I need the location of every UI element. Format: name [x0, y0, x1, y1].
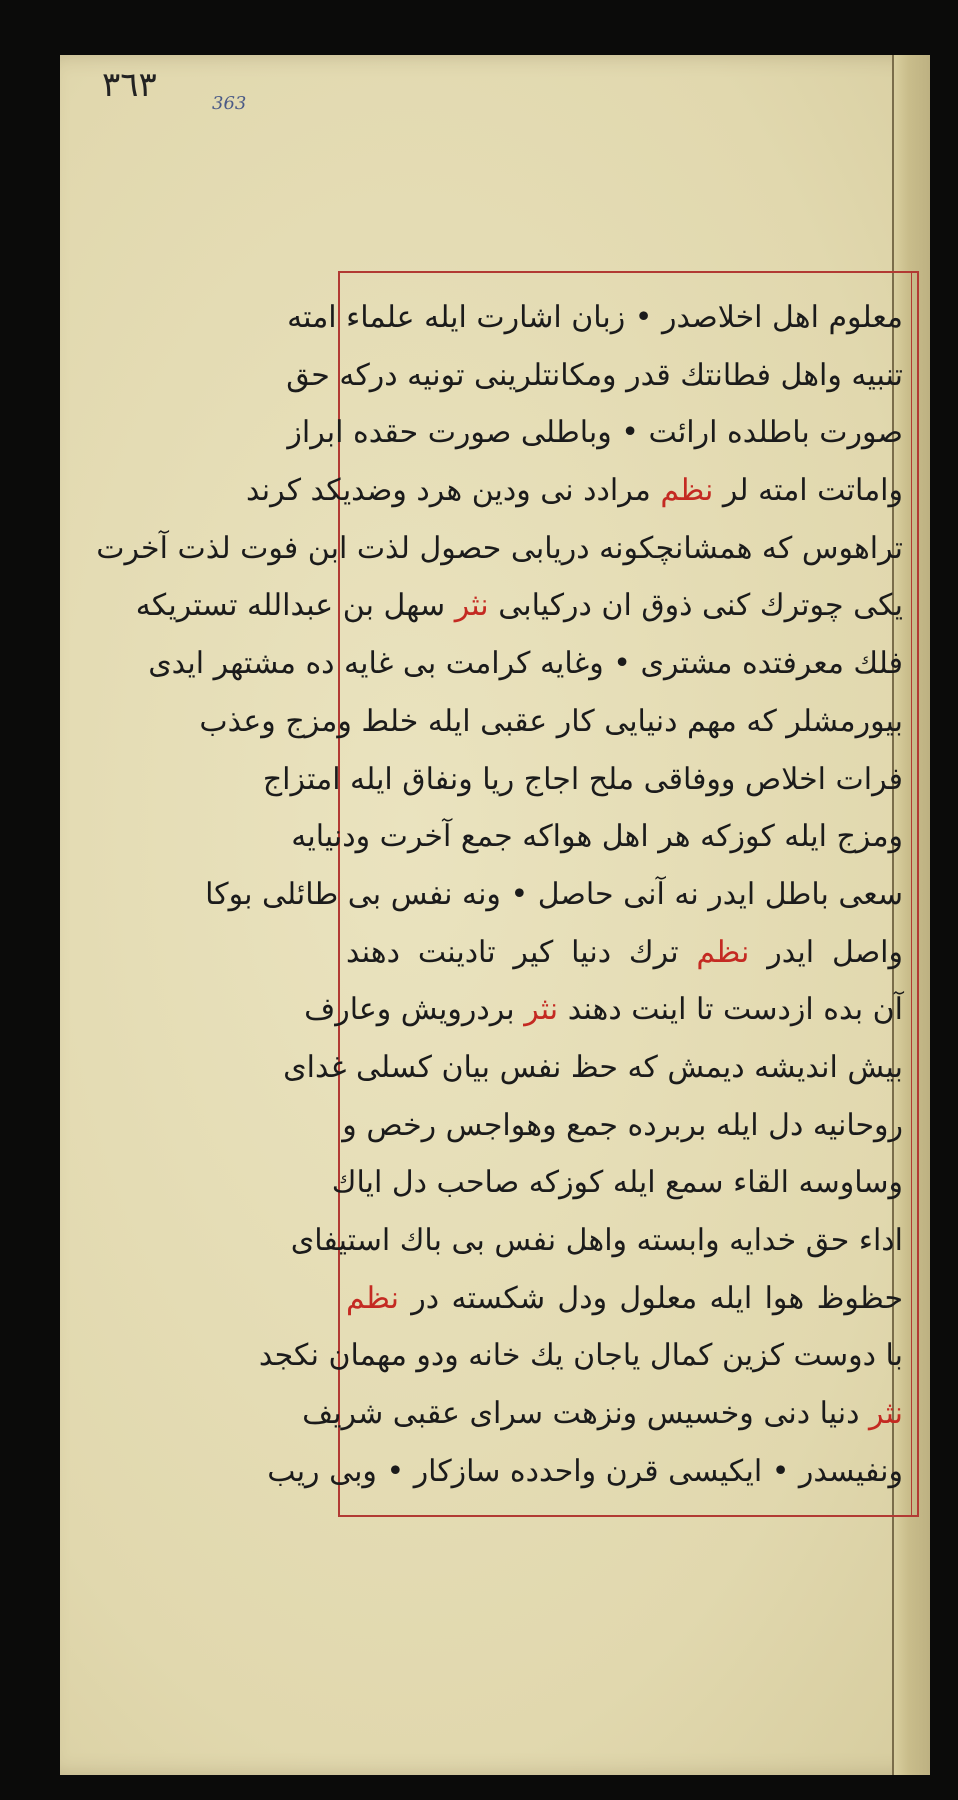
- text-segment: اداء حق خدایه وابسته واهل نفس بی باك استیفای: [290, 1223, 903, 1258]
- text-line: [331, 1154, 903, 1212]
- folio-number: ٣٦٣: [102, 65, 157, 105]
- pencil-folio-number: 363: [212, 93, 247, 114]
- text-line: [290, 1212, 903, 1270]
- text-frame: [96, 271, 919, 1517]
- text-segment: حظوظ هوا ایله معلول ودل شکسته در: [398, 1280, 903, 1316]
- text-segment: بیش اندیشه دیمش که حظ نفس بیان کسلی غدای: [283, 1049, 903, 1085]
- text-line: [346, 924, 903, 982]
- text-segment: ومزج ایله کوزکه هر اهل هواکه جمع آخرت ودنیایه: [291, 819, 903, 855]
- frame-rule: [911, 271, 912, 1517]
- text-segment: روحانیه دل ایله بربرده جمع وهواجس رخص و: [342, 1107, 903, 1143]
- text-line: [96, 520, 903, 578]
- text-line: [258, 1327, 903, 1385]
- text-segment: یکی چوترك کنی ذوق ان درکیابی: [488, 588, 903, 624]
- text-segment: دنیا دنی وخسیس ونزهت سرای عقبی شریف: [302, 1396, 870, 1432]
- text-line: [304, 981, 903, 1039]
- text-segment: صورت باطلده ارائت • وباطلی صورت حقده ابراز: [287, 415, 903, 451]
- text-line: [286, 347, 903, 405]
- text-line: [246, 462, 903, 520]
- text-line: [262, 751, 903, 809]
- text-line: [287, 289, 903, 347]
- text-segment: مرادد نی ودین هرد وضدیکد کرند: [246, 473, 661, 509]
- text-segment: سهل بن عبدالله تستریکه: [135, 588, 455, 624]
- text-line: [342, 1097, 903, 1155]
- text-segment: ترك دنیا کیر تادینت دهند: [346, 934, 697, 970]
- text-segment: معلوم اهل اخلاصدر • زبان اشارت ایله علماء امته: [287, 300, 903, 335]
- text-line: [302, 1385, 903, 1443]
- text-segment: وساوسه القاء سمع ایله کوزکه صاحب دل ایاك: [331, 1165, 903, 1201]
- text-line: [287, 404, 903, 462]
- rubric-word: نظم: [346, 1280, 399, 1316]
- text-block: [96, 289, 903, 1505]
- text-segment: واماتت امته لر: [713, 473, 903, 509]
- text-line: [148, 635, 903, 693]
- rubric-word: نظم: [660, 473, 714, 509]
- text-line: [199, 693, 903, 751]
- text-segment: واصل ایدر: [749, 934, 903, 970]
- text-segment: با دوست کزین کمال یاجان یك خانه ودو مهمان نکجد: [258, 1338, 903, 1374]
- rubric-word: نظم: [696, 934, 750, 970]
- text-line: [346, 1270, 903, 1328]
- text-line: [205, 866, 903, 924]
- text-segment: تراهوس که همشانچکونه دریابی حصول لذت ابن فوت لذت آخرت: [96, 530, 903, 566]
- text-line: [135, 577, 903, 635]
- text-segment: فلك معرفتده مشتری • وغایه کرامت بی غایه ده مشتهر ایدی: [148, 646, 903, 682]
- text-segment: بیورمشلر که مهم دنیایی کار عقبی ایله خلط ومزج وعذب: [199, 703, 903, 739]
- text-segment: فرات اخلاص ووفاقی ملح اجاج ریا ونفاق ایله امتزاج: [262, 761, 903, 797]
- text-segment: بردرویش وعارف: [304, 992, 525, 1028]
- text-segment: سعی باطل ایدر نه آنی حاصل • ونه نفس بی طائلی بوکا: [205, 876, 903, 912]
- text-line: [267, 1443, 903, 1501]
- rubric-word: نثر: [524, 992, 559, 1028]
- text-segment: تنبیه واهل فطانتك قدر ومکانتلرینی تونیه درکه حق: [286, 357, 903, 393]
- rubric-word: نثر: [869, 1396, 903, 1432]
- text-segment: آن بده ازدست تا اینت دهند: [558, 992, 903, 1028]
- rubric-word: نثر: [454, 588, 489, 624]
- text-line: [283, 1039, 903, 1097]
- manuscript-page: [60, 55, 930, 1775]
- text-line: [291, 808, 903, 866]
- text-segment: ونفیسدر • ایکیسی قرن واحدده سازکار • وبی ریب: [267, 1453, 903, 1489]
